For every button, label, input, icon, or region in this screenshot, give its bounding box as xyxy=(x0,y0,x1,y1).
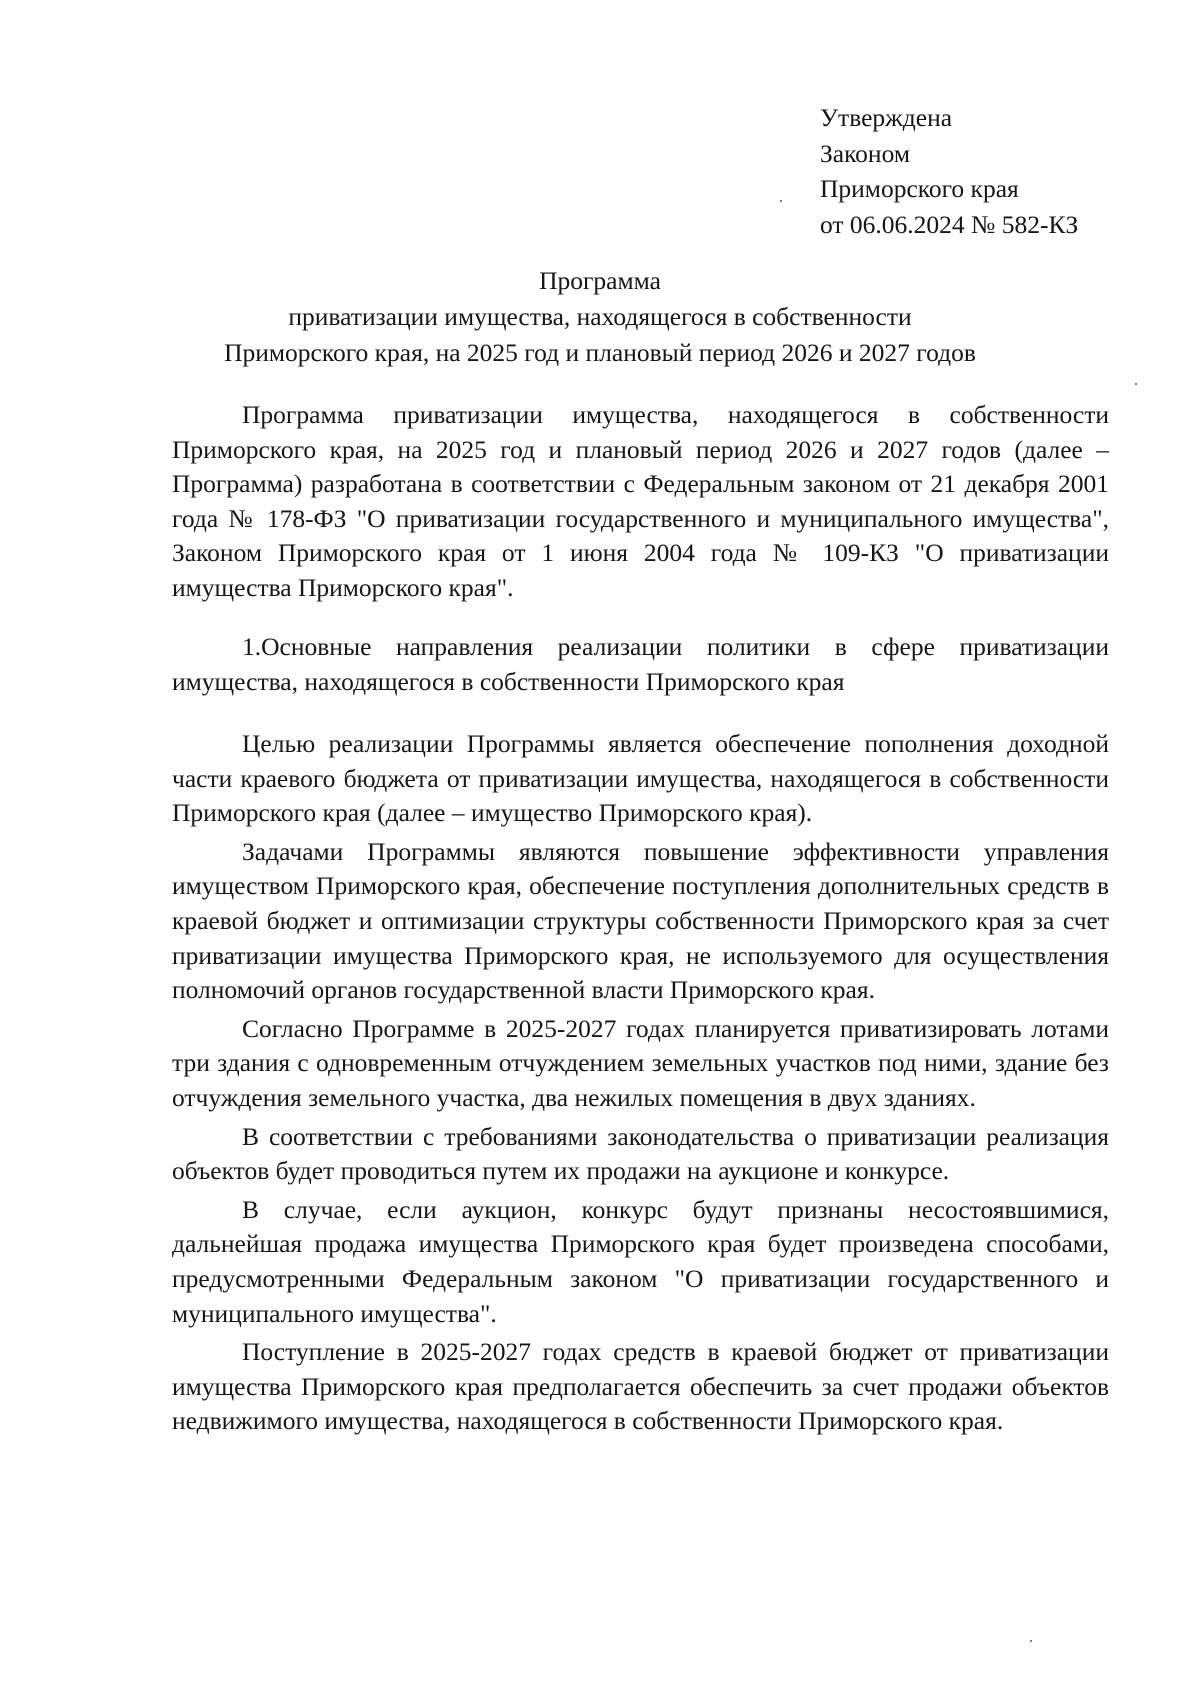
paragraph-planned-objects: Согласно Программе в 2025-2027 годах планируется приватизировать лотами три здания с одновременным отчуждением земельных участков под ними, здание без отчуждения земельного участка, два нежилых помещения в двух зданиях. xyxy=(172,1013,1109,1112)
paragraph-goal: Целью реализации Программы является обеспечение пополнения доходной части краевого бюджета от приватизации имущества, находящегося в собственности Приморского края (далее – имущество Приморского края). xyxy=(172,729,1109,828)
approval-stamp-block xyxy=(820,100,1078,242)
scan-speck xyxy=(1030,1640,1032,1642)
approval-line-date-number: от 06.06.2024 № 582-КЗ xyxy=(820,209,1079,239)
paragraph-failed-auction: В случае, если аукцион, конкурс будут признаны несостоявшимися, дальнейшая продажа имущества Приморского края будет произведена способами, предусмотренными Федеральным законом "О приватизации государственного и муниципального имущества". xyxy=(172,1194,1109,1328)
approval-line-region: Приморского края xyxy=(820,174,1019,203)
section-1-heading-block xyxy=(172,630,1109,699)
paragraph-revenue: Поступление в 2025-2027 годах средств в краевой бюджет от приватизации имущества Приморского края предполагается обеспечить за счет продажи объектов недвижимого имущества, находящегося в собственности Приморского края. xyxy=(172,1337,1109,1436)
title-line-period: Приморского края, на 2025 год и плановый период 2026 и 2027 годов xyxy=(224,338,976,367)
paragraph-tasks: Задачами Программы являются повышение эффективности управления имуществом Приморского края, обеспечение поступления дополнительных средств в краевой бюджет и оптимизации структуры собственности Приморского края за счет приватизации имущества Приморского края, не используемого для осуществления полномочий органов государственной власти Приморского края. xyxy=(172,836,1109,1005)
intro-section xyxy=(172,398,1109,606)
section-1-heading: 1.Основные направления реализации политики в сфере приватизации имущества, находящегося в собственности Приморского края xyxy=(172,632,1109,696)
scan-speck xyxy=(780,200,782,202)
scan-speck xyxy=(1135,383,1137,385)
title-line-subject: приватизации имущества, находящегося в собственности xyxy=(288,302,912,331)
intro-paragraph: Программа приватизации имущества, находящегося в собственности Приморского края, на 2025 год и плановый период 2026 и 2027 годов (далее – Программа) разработана в соответствии с Федеральным законом от 21 декабря 2001 года № 178-ФЗ "О приватизации государственного и муниципального имущества", Законом Приморского края от 1 июня 2004 года № 109-КЗ "О приватизации имущества Приморского края". xyxy=(172,400,1109,602)
paragraph-sale-method: В соответствии с требованиями законодательства о приватизации реализация объектов будет проводиться путем их продажи на аукционе и конкурсе. xyxy=(172,1121,1109,1186)
document-title xyxy=(150,263,1050,371)
approval-line-approved: Утверждена xyxy=(820,103,953,132)
section-1-content xyxy=(172,727,1109,1439)
title-line-program: Программа xyxy=(539,266,661,295)
approval-line-law: Законом xyxy=(820,138,910,168)
